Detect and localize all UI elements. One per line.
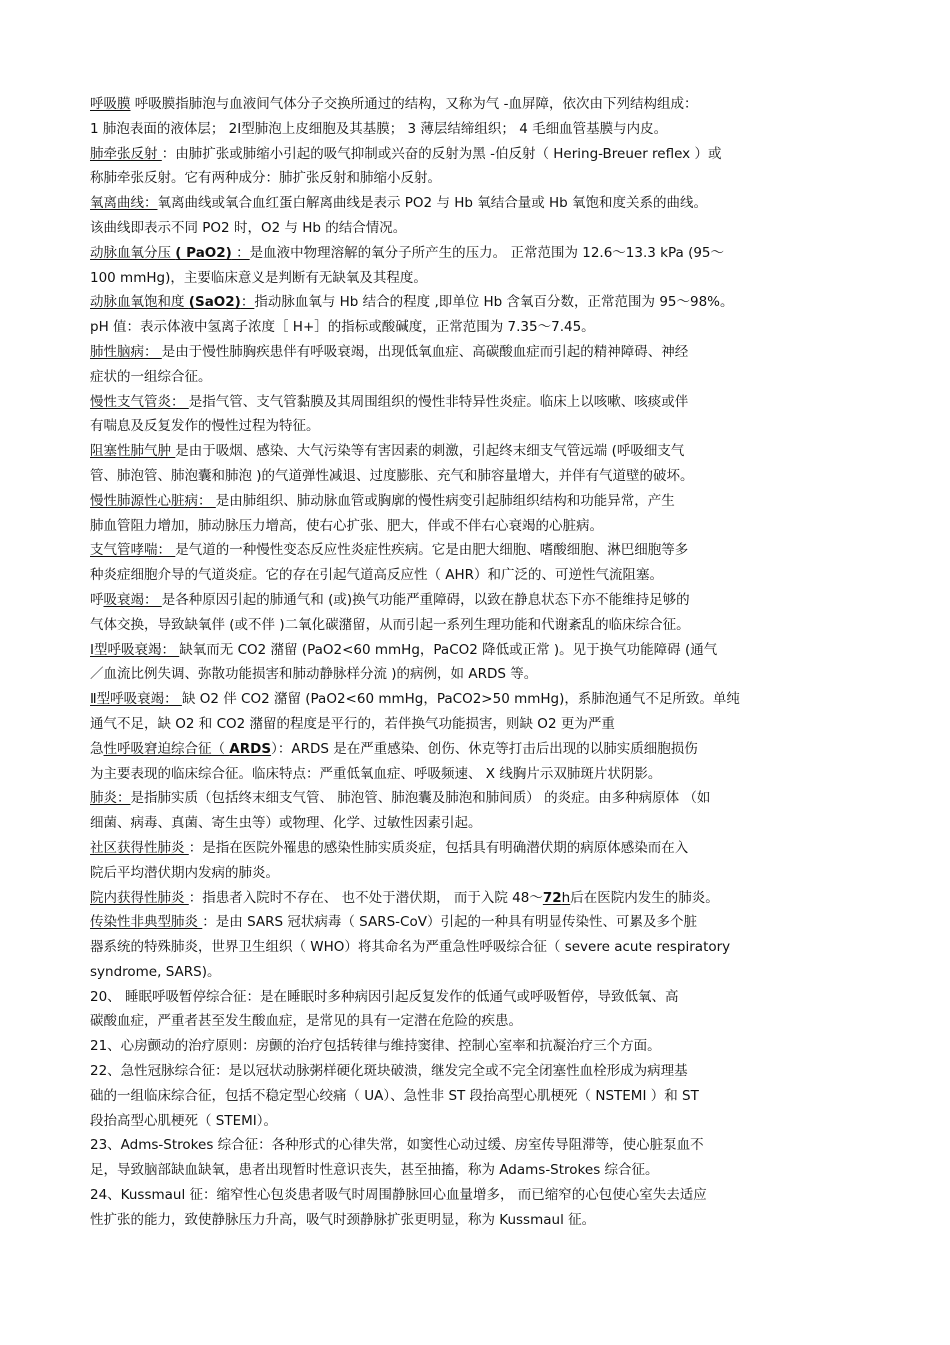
term-label: 阻塞性肺气肿 <box>90 443 176 460</box>
text-line <box>90 1009 870 1034</box>
body-text: 急 <box>90 740 104 757</box>
body-text: ／血流比例失调、弥散功能损害和肺动静脉样分流 )的病例，如 ARDS 等。 <box>90 666 538 683</box>
text-line <box>90 1208 870 1233</box>
text-line <box>90 166 870 191</box>
body-text: ：是由 SARS 冠状病毒（ SARS-CoV）引起的一种具有明显传染性、可累及多个脏 <box>202 914 697 931</box>
text-line <box>90 315 870 340</box>
text-line <box>90 390 870 415</box>
term-label: 传染性非典型肺炎 <box>90 914 203 931</box>
body-text: 碳酸血症，严重者甚至发生酸血症，是常见的具有一定潜在危险的疾患。 <box>90 1013 522 1030</box>
document-body <box>90 92 870 1233</box>
text-line <box>90 117 870 142</box>
term-label: 氧离曲线： <box>90 195 158 212</box>
text-line <box>90 1133 870 1158</box>
text-line <box>90 340 870 365</box>
term-label: (SaO2) <box>188 294 241 311</box>
text-line <box>90 216 870 241</box>
body-text: 缺氧而无 CO2 潴留 (PaO2<60 mmHg，PaCO2 降低或正常 )。见于换气功能障碍 (通气 <box>179 641 718 658</box>
text-line <box>90 687 870 712</box>
text-line <box>90 836 870 861</box>
text-line <box>90 737 870 762</box>
text-line <box>90 786 870 811</box>
term-label: 动脉血氧分压 <box>90 244 176 261</box>
text-line <box>90 191 870 216</box>
text-line <box>90 811 870 836</box>
body-text: 种炎症细胞介导的气道炎症。它的存在引起气道高反应性（ AHR）和广泛的、可逆性气流阻塞。 <box>90 567 664 584</box>
body-text: 是由肺组织、肺动脉血管或胸廓的慢性病变引起肺组织结构和功能异常，产生 <box>215 492 675 509</box>
term-label: 社区获得性肺炎 <box>90 839 189 856</box>
body-text: 24、Kussmaul 征：缩窄性心包炎患者吸气时周围静脉回心血量增多， 而已缩窄的心包使心室失去适应 <box>90 1187 707 1204</box>
body-text: 气体交换，导致缺氧伴 (或不伴 )二氧化碳潴留，从而引起一系列生理功能和代谢紊乱的临床综合征。 <box>90 616 690 633</box>
term-label: 慢性肺源性心脏病： <box>90 492 216 509</box>
body-text: 为主要表现的临床综合征。临床特点：严重低氧血症、呼吸频速、 X 线胸片示双肺斑片状阴影。 <box>90 765 662 782</box>
body-text: 础的一组临床综合征，包括不稳定型心绞痛（ UA）、急性非 ST 段抬高型心肌梗死（ NSTEMI ）和 ST <box>90 1087 699 1104</box>
term-label: 支气管哮喘： <box>90 542 176 559</box>
body-text: 20、 睡眠呼吸暂停综合征：是在睡眠时多种病因引起反复发作的低通气或呼吸暂停，导致低氧、高 <box>90 988 679 1005</box>
text-line <box>90 588 870 613</box>
term-label: ： <box>240 294 255 311</box>
body-text: 是各种原因引起的肺通气和 (或)换气功能严重障碍，以致在静息状态下亦不能维持足够的 <box>161 591 690 608</box>
body-text: 是气道的一种慢性变态反应性炎症性疾病。它是由肥大细胞、嗜酸细胞、淋巴细胞等多 <box>175 542 689 559</box>
text-line <box>90 1158 870 1183</box>
body-text: ：指患者入院时不存在、 也不处于潜伏期， 而于入院 48～ <box>188 889 543 906</box>
body-text: 段抬高型心肌梗死（ STEMI）。 <box>90 1112 278 1129</box>
text-line <box>90 910 870 935</box>
body-text: 是指气管、支气管黏膜及其周围组织的慢性非特异性炎症。临床上以咳嗽、咳痰或伴 <box>188 393 689 410</box>
body-text: 通气不足，缺 O2 和 CO2 潴留的程度是平行的，若伴换气功能损害，则缺 O2 更为严重 <box>90 715 615 732</box>
term-label: 呼吸膜 <box>90 96 131 112</box>
body-text: 1 肺泡表面的液体层； 2Ⅰ型肺泡上皮细胞及其基膜； 3 薄层结缔组织； 4 毛细血管基膜与内皮。 <box>90 120 668 137</box>
text-line <box>90 662 870 687</box>
body-text: 称肺牵张反射。它有两种成分：肺扩张反射和肺缩小反射。 <box>90 170 441 187</box>
body-text: 呼吸膜指肺泡与血液间气体分子交换所通过的结构，又称为气 -血屏障，依次由下列结构组成： <box>130 96 698 112</box>
body-text: 100 mmHg)，主要临床意义是判断有无缺氧及其程度。 <box>90 269 427 286</box>
body-text: 院后平均潜伏期内发病的肺炎。 <box>90 864 279 881</box>
text-line <box>90 241 870 266</box>
text-line <box>90 538 870 563</box>
text-line <box>90 290 870 315</box>
term-label: 吸衰竭： <box>103 591 162 608</box>
term-label: 院内获得性肺炎 <box>90 889 189 906</box>
text-line <box>90 638 870 663</box>
body-text: 足，导致脑部缺血缺氧，患者出现暂时性意识丧失，甚至抽搐，称为 Adams-Strokes 综合征。 <box>90 1162 659 1179</box>
text-line <box>90 1109 870 1134</box>
body-text: 21、心房颤动的治疗原则：房颤的治疗包括转律与维持窦律、控制心室率和抗凝治疗三个方面。 <box>90 1038 661 1055</box>
text-line <box>90 712 870 737</box>
term-label: 动脉血氧饱和度 <box>90 294 189 311</box>
text-line <box>90 1084 870 1109</box>
body-text: ：由肺扩张或肺缩小引起的吸气抑制或兴奋的反射为黑 -伯反射（ Hering-Breuer reflex ）或 <box>161 145 722 162</box>
term-label: Ⅰ型呼吸衰竭： <box>90 641 180 658</box>
body-text: 氧离曲线或氧合血红蛋白解离曲线是表示 PO2 与 Hb 氧结合量或 Hb 氧饱和度关系的曲线。 <box>157 195 708 212</box>
term-label: 肺炎： <box>90 790 131 807</box>
body-text: 是血液中物理溶解的氧分子所产生的压力。 正常范围为 12.6～13.3 kPa (95～ <box>249 244 725 261</box>
text-line <box>90 861 870 886</box>
body-text: 呼 <box>90 591 104 608</box>
body-text: 该曲线即表示不同 PO2 时，O2 与 Hb 的结合情况。 <box>90 219 407 236</box>
text-line <box>90 142 870 167</box>
text-line <box>90 439 870 464</box>
body-text: 是指肺实质（包括终末细支气管、 肺泡管、肺泡囊及肺泡和肺间质） 的炎症。由多种病原体 （如 <box>130 790 711 807</box>
body-text: ）：ARDS 是在严重感染、创伤、休克等打击后出现的以肺实质细胞损伤 <box>271 740 698 757</box>
text-line <box>90 464 870 489</box>
term-label: ( PaO2) <box>175 244 232 261</box>
term-label: h <box>561 889 571 906</box>
text-line <box>90 489 870 514</box>
text-line <box>90 92 870 117</box>
body-text: 肺血管阻力增加，肺动脉压力增高，使右心扩张、肥大，伴或不伴右心衰竭的心脏病。 <box>90 517 603 534</box>
text-line <box>90 1183 870 1208</box>
text-line <box>90 985 870 1010</box>
term-label: 肺牵张反射 <box>90 145 162 162</box>
text-line <box>90 762 870 787</box>
text-line <box>90 414 870 439</box>
body-text: 22、急性冠脉综合征：是以冠状动脉粥样硬化斑块破溃，继发完全或不完全闭塞性血栓形成为病理基 <box>90 1063 688 1080</box>
text-line <box>90 266 870 291</box>
body-text: syndrome, SARS)。 <box>90 963 221 980</box>
term-label: Ⅱ型呼吸衰竭： <box>90 691 182 708</box>
body-text: 后在医院内发生的肺炎。 <box>570 889 719 906</box>
term-label: 性呼吸窘迫综合征（ <box>103 740 230 757</box>
body-text: 23、Adms-Strokes 综合征：各种形式的心律失常，如窦性心动过缓、房室传导阻滞等，使心脏泵血不 <box>90 1137 704 1154</box>
body-text: 细菌、病毒、真菌、寄生虫等）或物理、化学、过敏性因素引起。 <box>90 815 482 832</box>
body-text: 性扩张的能力，致使静脉压力升高，吸气时颈静脉扩张更明显，称为 Kussmaul 征。 <box>90 1211 596 1228</box>
term-label: 肺性脑病： <box>90 343 162 360</box>
term-label: 72 <box>542 889 562 906</box>
text-line <box>90 1034 870 1059</box>
text-line <box>90 613 870 638</box>
body-text: 是由于慢性肺胸疾患伴有呼吸衰竭，出现低氧血症、高碳酸血症而引起的精神障碍、神经 <box>161 343 689 360</box>
term-label: ARDS <box>229 740 272 757</box>
body-text: pH 值：表示体液中氢离子浓度［ H+］的指标或酸碱度，正常范围为 7.35～7.45。 <box>90 319 595 336</box>
text-line <box>90 886 870 911</box>
text-line <box>90 563 870 588</box>
text-line <box>90 935 870 960</box>
body-text: 管、肺泡管、肺泡囊和肺泡 )的气道弹性减退、过度膨胀、充气和肺容量增大，并伴有气道壁的破坏。 <box>90 467 694 484</box>
text-line <box>90 514 870 539</box>
text-line <box>90 365 870 390</box>
body-text: 指动脉血氧与 Hb 结合的程度 ,即单位 Hb 含氧百分数，正常范围为 95～98%。 <box>254 294 734 311</box>
body-text: 是由于吸烟、感染、大气污染等有害因素的刺激，引起终末细支气管远端 (呼吸细支气 <box>175 443 685 460</box>
text-line <box>90 960 870 985</box>
body-text: 器系统的特殊肺炎，世界卫生组织（ WHO）将其命名为严重急性呼吸综合征（ severe acute respiratory <box>90 939 731 956</box>
body-text: 有喘息及反复发作的慢性过程为特征。 <box>90 418 320 435</box>
body-text: 缺 O2 伴 CO2 潴留 (PaO2<60 mmHg，PaCO2>50 mmHg)，系肺泡通气不足所致。单纯 <box>181 691 740 708</box>
body-text: ：是指在医院外罹患的感染性肺实质炎症，包括具有明确潜伏期的病原体感染而在入 <box>188 839 689 856</box>
term-label: ： <box>231 244 250 261</box>
text-line <box>90 1059 870 1084</box>
body-text: 症状的一组综合征。 <box>90 368 212 385</box>
term-label: 慢性支气管炎： <box>90 393 189 410</box>
